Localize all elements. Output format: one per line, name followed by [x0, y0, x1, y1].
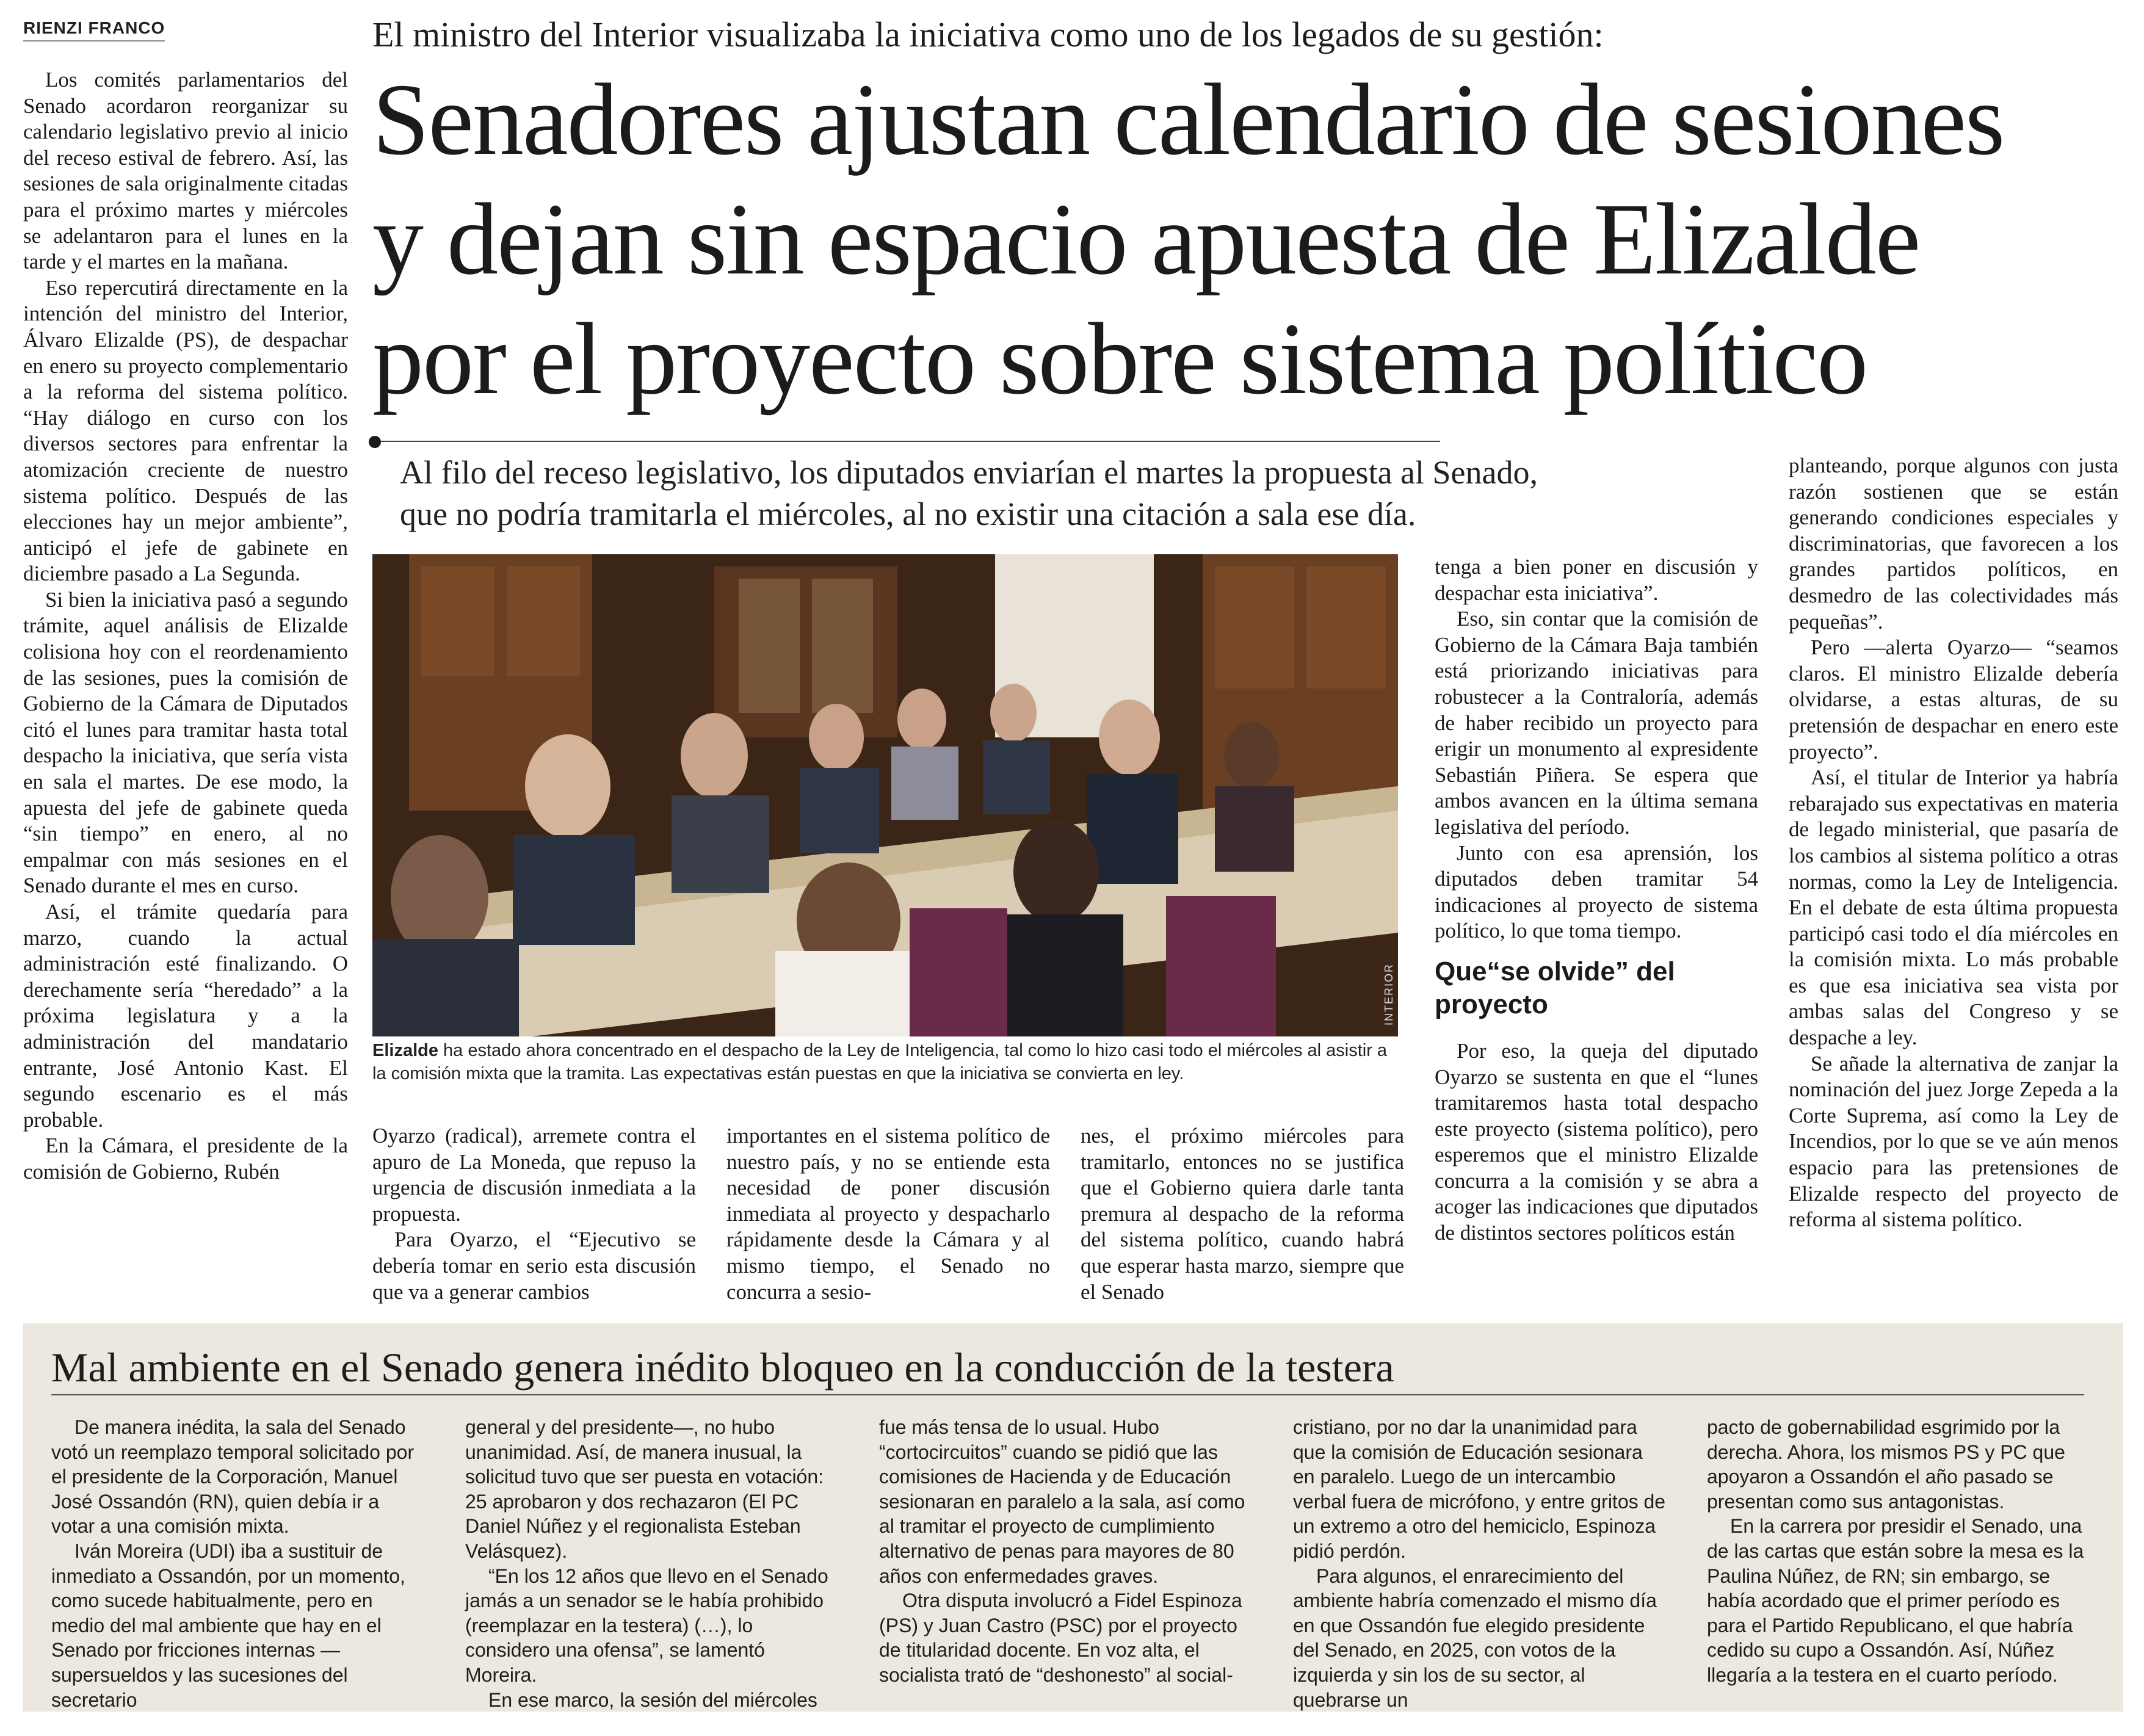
deck	[400, 452, 1780, 535]
paragraph: nes, el próximo miércoles para tramitarlo, entonces no se justifica que el Gobierno quiera darle tanta premura al despacho de la reforma del sistema político, cuando habrá que esperar hasta marzo, siempre que el Senado	[1081, 1124, 1404, 1304]
paragraph: Para algunos, el enrarecimiento del ambiente habría comenzado el mismo día en que Ossandón fue elegido presidente del Senado, en 2025, con votos de la izquierda y sin los de su sector, al quebrarse un	[1293, 1564, 1657, 1711]
paragraph: “En los 12 años que llevo en el Senado jamás a un senador se le había prohibido (reemplazar en la testera) (…), lo considero una ofensa”, se lamentó Moreira.	[465, 1564, 828, 1686]
kicker: El ministro del Interior visualizaba la iniciativa como uno de los legados de su gestión:	[372, 15, 1604, 54]
byline: RIENZI FRANCO	[23, 18, 165, 42]
paragraph: planteando, porque algunos con justa razón sostienen que se están generando condiciones especiales y discriminatorias, que favorecen a los grandes partidos políticos, en desmedro de las colectividades más pequeñas”.	[1789, 454, 2118, 634]
headline-line-1: Senadores ajustan calendario de sesiones	[372, 63, 2004, 176]
headline-line-3: por el proyecto sobre sistema político	[372, 302, 1867, 416]
sidebar-column-5	[1707, 1415, 2098, 1688]
paragraph: importantes en el sistema político de nuestro país, y no se entiende esta necesidad de poner discusión inmediata al proyecto y despacharlo rápidamente desde la Cámara y al mismo tiempo, el Senado no concurra a sesio-	[726, 1124, 1050, 1304]
column-3	[726, 1123, 1050, 1305]
column-5	[1435, 554, 1758, 1246]
caption-bold: Elizalde	[372, 1041, 438, 1060]
paragraph: Por eso, la queja del diputado Oyarzo se sustenta en que el “lunes tramitaremos hasta total despacho este proyecto (sistema político), pero esperemos que el ministro Elizalde concurra a la comisión y se abra a acoger las indicaciones que diputados de distintos sectores políticos están	[1435, 1038, 1758, 1245]
paragraph: En la Cámara, el presidente de la comisión de Gobierno, Rubén	[23, 1134, 348, 1184]
paragraph: Otra disputa involucró a Fidel Espinoza (PS) y Juan Castro (PSC) por el proyecto de titularidad docente. En voz alta, el socialista trató de “deshonesto” al social-	[879, 1590, 1242, 1686]
sidebar-column-3	[879, 1415, 1255, 1688]
caption-text: ha estado ahora concentrado en el despacho de la Ley de Inteligencia, tal como lo hizo casi todo el miércoles al asistir a la comisión mixta que la tramita. Las expectativas están puestas en que la iniciativa se convierta en ley.	[372, 1041, 1388, 1083]
paragraph: En ese marco, la sesión del miércoles	[488, 1688, 817, 1711]
paragraph: Así, el trámite quedaría para marzo, cuando la actual administración esté finalizando. O derechamente sería “heredado” a la próxima legislatura y a la administración del mandatario entrante, José Antonio Kast. El segundo escenario es el más probable.	[23, 900, 348, 1132]
sidebar-column-2	[465, 1415, 841, 1712]
column-1	[23, 67, 348, 1185]
sidebar-title: Mal ambiente en el Senado genera inédito bloqueo en la conducción de la testera	[51, 1344, 1394, 1391]
paragraph: pacto de gobernabilidad esgrimido por la derecha. Ahora, los mismos PS y PC que apoyaron a Ossandón el año pasado se presentan como sus antagonistas.	[1707, 1416, 2065, 1513]
paragraph: Si bien la iniciativa pasó a segundo trámite, aquel análisis de Elizalde colisiona hoy con el reordenamiento de las sesiones, pues la comisión de Gobierno de la Cámara de Diputados citó el lunes para tramitar hasta total despacho la iniciativa, que sería vista en sala el martes. De ese modo, la apuesta del jefe de gabinete queda “sin tiempo” en enero, al no empalmar con más sesiones en el Senado durante el mes en curso.	[23, 587, 348, 898]
deck-line-1: Al filo del receso legislativo, los diputados enviarían el martes la propuesta al Senado,	[400, 454, 1538, 491]
paragraph: Eso, sin contar que la comisión de Gobierno de la Cámara Baja también está priorizando iniciativas para robustecer a la Contraloría, además de haber recibido un proyecto para erigir un monumento al expresidente Sebastián Piñera. Se espera que ambos avancen en la última semana legislativa del período.	[1435, 607, 1758, 839]
photo-credit: INTERIOR	[1383, 963, 1395, 1026]
paragraph: Junto con esa aprensión, los diputados deben tramitar 54 indicaciones al proyecto de sistema político, lo que toma tiempo.	[1435, 841, 1758, 943]
photo-illustration	[372, 554, 1398, 1036]
paragraph: fue más tensa de lo usual. Hubo “cortocircuitos” cuando se pidió que las comisiones de Hacienda y de Educación sesionaran en paralelo a la sala, así como al tramitar el proyecto de cumplimiento alternativo de penas para mayores de 80 años con enfermedades graves.	[879, 1416, 1245, 1587]
paragraph: Iván Moreira (UDI) iba a sustituir de inmediato a Ossandón, por un momento, como sucede habitualmente, pero en medio del mal ambiente que hay en el Senado por fricciones internas —supersueldos y las sucesiones del secretario	[51, 1539, 405, 1711]
paragraph: cristiano, por no dar la unanimidad para que la comisión de Educación sesionara en paralelo. Luego de un intercambio verbal fuera de micrófono, y entre gritos de un extremo a otro del hemiciclo, Espinoza pidió perdón.	[1293, 1416, 1666, 1562]
paragraph: Para Oyarzo, el “Ejecutivo se debería tomar en serio esta discusión que va a generar cambios	[372, 1228, 696, 1304]
deck-line-2: que no podría tramitarla el miércoles, al no existir una citación a sala ese día.	[400, 496, 1416, 532]
paragraph: tenga a bien poner en discusión y despachar esta iniciativa”.	[1435, 555, 1758, 605]
paragraph: Pero —alerta Oyarzo— “seamos claros. El ministro Elizalde debería olvidarse, a estas alturas, de su pretensión de despachar en enero este proyecto”.	[1789, 635, 2118, 764]
paragraph: Se añade la alternativa de zanjar la nominación del juez Jorge Zepeda a la Corte Suprema, así como la Ley de Incendios, por lo que se ve aún menos espacio para las pretensiones de Elizalde respecto del proyecto de reforma al sistema político.	[1789, 1051, 2118, 1232]
subhead: Que“se olvide” del proyecto	[1435, 956, 1675, 1019]
deck-bullet	[369, 436, 381, 448]
headline-line-2: y dejan sin espacio apuesta de Elizalde	[372, 183, 1920, 296]
paragraph: general y del presidente—, no hubo unanimidad. Así, de manera inusual, la solicitud tuvo que ser puesta en votación: 25 aprobaron y dos rechazaron (El PC Daniel Núñez y el regionalista Esteban Velásquez).	[465, 1416, 824, 1562]
column-2	[372, 1123, 696, 1305]
sidebar-rule	[51, 1394, 2084, 1395]
paragraph: Los comités parlamentarios del Senado acordaron reorganizar su calendario legislativo previo al inicio del receso estival de febrero. Así, las sesiones de sala originalmente citadas para el próximo martes y miércoles se adelantaron para el lunes en la tarde y el martes en la mañana.	[23, 68, 348, 274]
paragraph: Oyarzo (radical), arremete contra el apuro de La Moneda, que repuso la urgencia de discusión inmediata a la propuesta.	[372, 1124, 696, 1226]
deck-rule	[381, 441, 1440, 442]
photo-meeting	[372, 554, 1398, 1036]
photo-caption	[372, 1039, 1398, 1085]
column-6	[1789, 453, 2118, 1233]
column-4	[1081, 1123, 1404, 1305]
paragraph: En la carrera por presidir el Senado, una de las cartas que están sobre la mesa es la Paulina Núñez, de RN; sin embargo, se había acordado que el primer período es para el Partido Republicano, el que habría cedido su cupo a Ossandón. Así, Núñez llegaría a la testera en el cuarto período.	[1707, 1515, 2084, 1686]
paragraph: Así, el titular de Interior ya habría rebarajado sus expectativas en materia de legado ministerial, que pasaría de los cambios al sistema político a otras normas, como la Ley de Inteligencia. En el debate de esta última propuesta participó casi todo el día miércoles en la comisión mixta. Lo más probable es que esa iniciativa sea vista por ambas salas del Congreso y se despache a ley.	[1789, 765, 2118, 1050]
sidebar-column-1	[51, 1415, 427, 1712]
paragraph: De manera inédita, la sala del Senado votó un reemplazo temporal solicitado por el presidente de la Corporación, Manuel José Ossandón (RN), quien debía ir a votar a una comisión mixta.	[51, 1416, 415, 1538]
sidebar-column-4	[1293, 1415, 1669, 1712]
paragraph: Eso repercutirá directamente en la intención del ministro del Interior, Álvaro Elizalde (PS), de despachar en enero su proyecto complementario a la reforma del sistema político. “Hay diálogo en curso con los diversos sectores para enfrentar la atomización creciente de nuestro sistema político. Después de las elecciones hay un mejor ambiente”, anticipó el jefe de gabinete en diciembre pasado a La Segunda.	[23, 275, 348, 586]
headline	[372, 60, 2004, 419]
